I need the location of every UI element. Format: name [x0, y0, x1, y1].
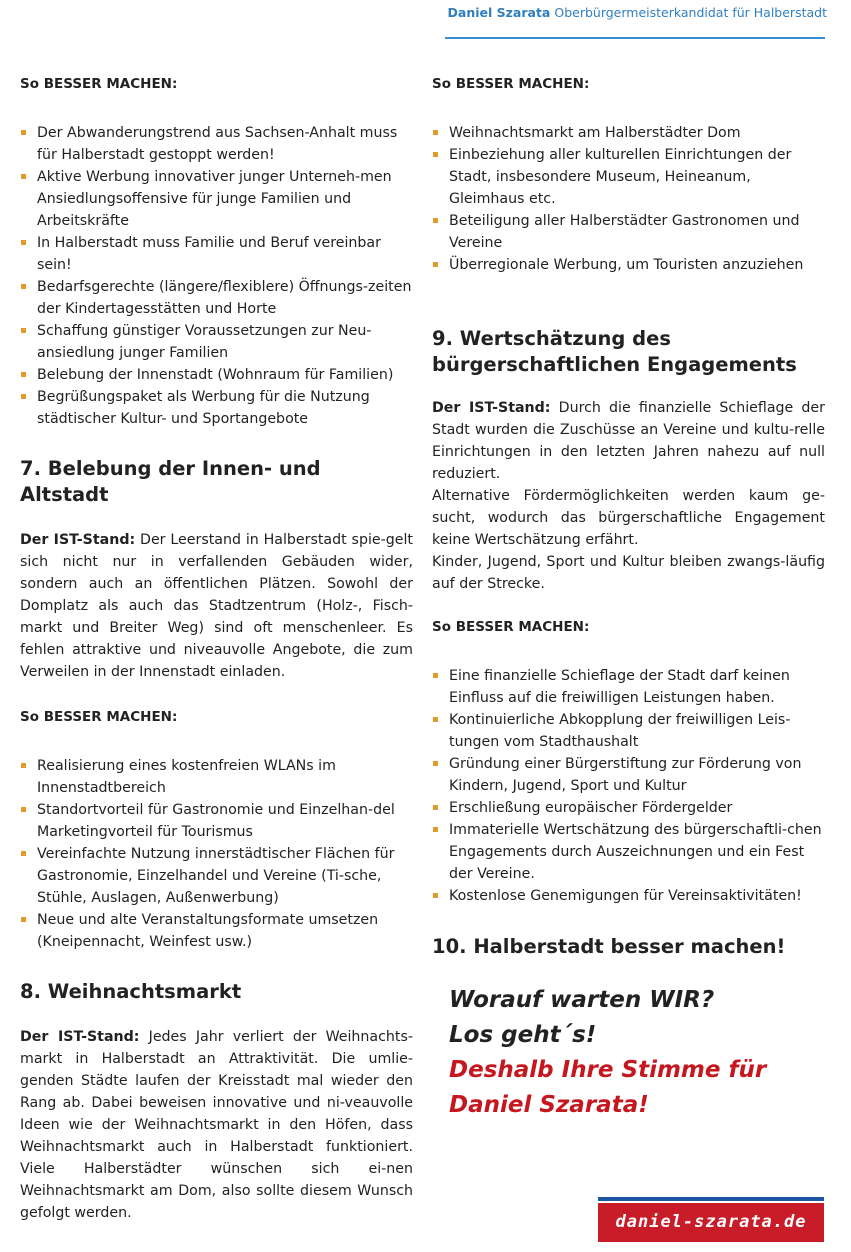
subheading-besser-machen: So BESSER MACHEN: — [432, 76, 590, 92]
subheading-besser-machen: So BESSER MACHEN: — [20, 709, 178, 725]
ist-label: Der IST-Stand: — [20, 532, 136, 548]
header-divider — [445, 37, 825, 39]
list-item: Der Abwanderungstrend aus Sachsen-Anhalt muss für Halberstadt gestoppt werden! — [20, 122, 413, 166]
list-item: Eine finanzielle Schieflage der Stadt darf keinen Einfluss auf die freiwilligen Leistungen haben. — [432, 665, 825, 709]
heading-line: 9. Wertschätzung des — [432, 327, 671, 350]
ist-stand-9 — [432, 397, 825, 485]
candidate-name: Daniel Szarata — [447, 5, 551, 20]
list-item: Bedarfsgerechte (längere/flexiblere) Öffnungs-zeiten der Kindertagesstätten und Horte — [20, 276, 413, 320]
list-item: Erschließung europäischer Fördergelder — [432, 797, 825, 819]
candidate-title: Oberbürgermeisterkandidat für Halberstadt — [554, 5, 827, 20]
list-item: Neue und alte Veranstaltungsformate umsetzen (Kneipennacht, Weinfest usw.) — [20, 909, 413, 953]
list-item: Weihnachtsmarkt am Halberstädter Dom — [432, 122, 825, 144]
website-url[interactable]: daniel-szarata.de — [615, 1212, 807, 1232]
website-logo[interactable] — [598, 1197, 824, 1242]
ist-paragraph: Alternative Fördermöglichkeiten werden kaum ge-sucht, wodurch das bürgerschaftliche Engagement keine Wertschätzung erfährt. — [432, 488, 825, 548]
list-item: Beteiligung aller Halberstädter Gastronomen und Vereine — [432, 210, 825, 254]
cta-line: Los geht´s! — [449, 1022, 597, 1048]
list-innenstadt — [20, 755, 413, 953]
heading-section-9 — [432, 326, 825, 378]
list-item: Kontinuierliche Abkopplung der freiwilligen Leis-tungen vom Stadthaushalt — [432, 709, 825, 753]
ist-text: Durch die finanzielle Schieflage der Stadt wurden die Zuschüsse an Vereine und kultu-relle Einrichtungen in den letzten Jahren nahezu auf null reduziert. — [432, 400, 825, 482]
ist-stand-8 — [20, 1026, 413, 1224]
call-to-action — [449, 983, 825, 1123]
list-engagement — [432, 665, 825, 907]
subheading-besser-machen: So BESSER MACHEN: — [432, 619, 590, 635]
cta-line: Deshalb Ihre Stimme für — [449, 1057, 767, 1083]
ist-label: Der IST-Stand: — [20, 1029, 140, 1045]
heading-section-10: 10. Halberstadt besser machen! — [432, 935, 786, 958]
subheading-besser-machen: So BESSER MACHEN: — [20, 76, 178, 92]
cta-line: Worauf warten WIR? — [449, 987, 715, 1013]
ist-stand-7 — [20, 529, 413, 683]
right-column — [432, 74, 825, 1123]
list-item: Überregionale Werbung, um Touristen anzuziehen — [432, 254, 825, 276]
heading-section-7: 7. Belebung der Innen- und Altstadt — [20, 457, 321, 506]
list-item: Aktive Werbung innovativer junger Unterneh-men Ansiedlungsoffensive für junge Familien und Arbeitskräfte — [20, 166, 413, 232]
list-weihnachtsmarkt — [432, 122, 825, 276]
page-header — [448, 5, 827, 20]
list-item: Kostenlose Genemigungen für Vereinsaktivitäten! — [432, 885, 825, 907]
list-item: Immaterielle Wertschätzung des bürgerschaftli-chen Engagements durch Auszeichnungen und ein Fest der Vereine. — [432, 819, 825, 885]
list-item: Realisierung eines kostenfreien WLANs im Innenstadtbereich — [20, 755, 413, 799]
list-item: In Halberstadt muss Familie und Beruf vereinbar sein! — [20, 232, 413, 276]
list-item: Belebung der Innenstadt (Wohnraum für Familien) — [20, 364, 413, 386]
list-item: Schaffung günstiger Voraussetzungen zur Neu-ansiedlung junger Familien — [20, 320, 413, 364]
list-item: Einbeziehung aller kulturellen Einrichtungen der Stadt, insbesondere Museum, Heineanum, Gleimhaus etc. — [432, 144, 825, 210]
left-column — [20, 74, 413, 1224]
ist-label: Der IST-Stand: — [432, 400, 551, 416]
cta-line: Daniel Szarata! — [449, 1092, 649, 1118]
heading-section-8: 8. Weihnachtsmarkt — [20, 980, 242, 1003]
ist-text: Jedes Jahr verliert der Weihnachts-markt in Halberstadt an Attraktivität. Die umlie-genden Städte laufen der Kreisstadt mal wieder den Rang ab. Dabei beweisen innovative und ni-veauvolle Ideen wie der Weihnachtsmarkt in den Höfen, dass Weihnachtsmarkt auch in Halberstadt funktioniert. Viele Halberstädter wünschen sich ei-nen Weihnachtsmarkt am Dom, also sollte diesem Wunsch gefolgt werden. — [20, 1029, 413, 1221]
list-item: Standortvorteil für Gastronomie und Einzelhan-del Marketingvorteil für Tourismus — [20, 799, 413, 843]
list-family — [20, 122, 413, 430]
heading-line: bürgerschaftlichen Engagements — [432, 353, 797, 376]
ist-text: Der Leerstand in Halberstadt spie-gelt sich nicht nur in verfallenden Gebäuden wider, sondern auch an öffentlichen Plätzen. Sowohl der Domplatz als auch das Stadtzentrum (Holz-, Fisch-markt und Breiter Weg) sind oft menschenleer. Es fehlen attraktive und niveauvolle Angebote, die zum Verweilen in der Innenstadt einladen. — [20, 532, 413, 680]
list-item: Gründung einer Bürgerstiftung zur Förderung von Kindern, Jugend, Sport und Kultur — [432, 753, 825, 797]
list-item: Begrüßungspaket als Werbung für die Nutzung städtischer Kultur- und Sportangebote — [20, 386, 413, 430]
ist-paragraph: Kinder, Jugend, Sport und Kultur bleiben zwangs-läufig auf der Strecke. — [432, 554, 825, 592]
list-item: Vereinfachte Nutzung innerstädtischer Flächen für Gastronomie, Einzelhandel und Vereine (Ti-sche, Stühle, Auslagen, Außenwerbung) — [20, 843, 413, 909]
